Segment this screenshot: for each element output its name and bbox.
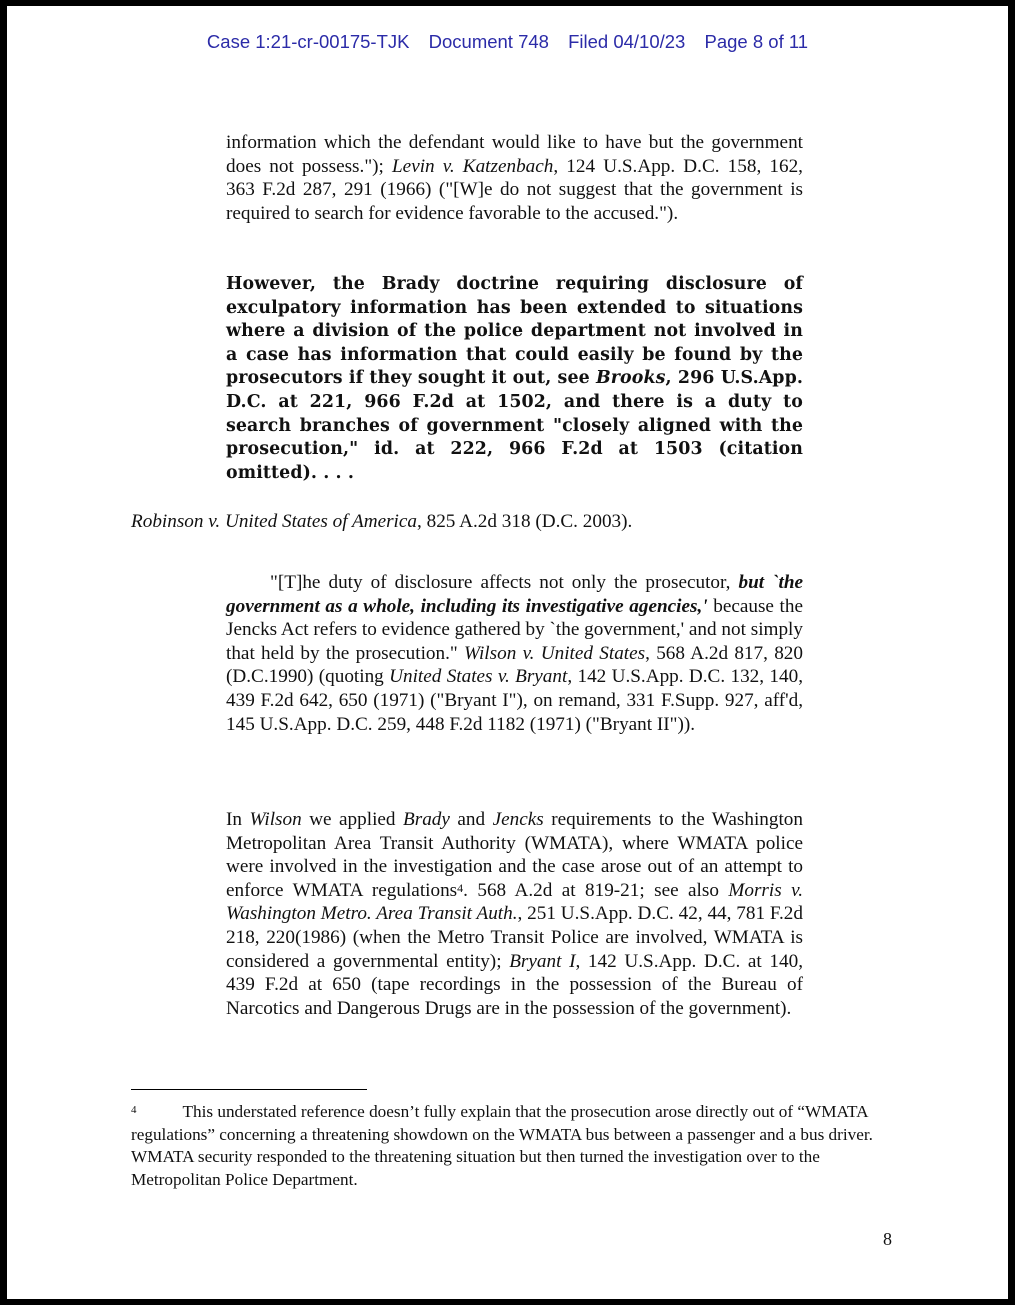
case-name: Levin v. Katzenbach xyxy=(392,155,554,177)
case-name: Robinson v. United States of America xyxy=(131,511,417,532)
text-run: , 251 U.S.App. D.C. 42, 44, 781 F.2d 218, 220(1986) (when the Metro Transit Police are involved, WMATA is considered a governmental entity); xyxy=(226,903,803,972)
quote-paragraph-3 xyxy=(226,571,803,736)
text-run: , 296 U.S.App. D.C. at 221, 966 F.2d at 1502, and there is a duty to search branches of government "closely aligned with the prosecution," id. at 222, 966 F.2d at 1503 (citation omitted). . . . xyxy=(226,368,803,483)
bold-quote-paragraph xyxy=(226,273,803,485)
text-run: , 142 U.S.App. D.C. 132, 140, 439 F.2d 642, 650 (1971) ("Bryant I"), on remand, 331 F.Supp. 927, aff'd, 145 U.S.App. D.C. 259, 448 F.2d 1182 (1971) ("Bryant II")). xyxy=(226,666,803,735)
quote-paragraph-1 xyxy=(226,131,803,225)
filed-date: Filed 04/10/23 xyxy=(568,31,686,52)
text-run: information which the defendant would like to have but the government does not possess."); xyxy=(226,132,803,177)
text-run: , 124 U.S.App. D.C. 158, 162, 363 F.2d 287, 291 (1966) ("[W]e do not suggest that the government is required to search for evidence favorable to the accused."). xyxy=(226,155,803,224)
page-indicator: Page 8 of 11 xyxy=(704,31,809,52)
text-run: requirements to the Washington Metropolitan Area Transit Authority (WMATA), where WMATA police were involved in the investigation and the case arose out of an attempt to enforce WMATA regulations xyxy=(226,809,803,901)
case-name: Brooks xyxy=(596,368,666,389)
text-run: "[T]he duty of disclosure affects not only the prosecutor, xyxy=(270,572,739,593)
text-run: because the Jencks Act refers to evidence gathered by `the government,' and not simply that held by the prosecution." xyxy=(226,595,803,664)
case-name: Jencks xyxy=(492,809,544,830)
page-number: 8 xyxy=(883,1229,892,1249)
case-header xyxy=(7,31,1008,53)
text-run: , 568 A.2d 817, 820 (D.C.1990) (quoting xyxy=(226,642,803,688)
text-run: In xyxy=(226,809,250,830)
case-name: Wilson v. United States xyxy=(464,642,646,664)
text-run: . 568 A.2d at 819-21; see also xyxy=(463,879,729,901)
case-name: United States v. Bryant xyxy=(389,666,568,688)
case-name: Wilson xyxy=(249,809,302,830)
robinson-citation xyxy=(131,510,632,534)
footnote-number: 4 xyxy=(131,1104,137,1116)
case-name: Morris v. Washington Metro. Area Transit Auth. xyxy=(226,879,803,925)
case-name: Bryant I xyxy=(509,950,576,972)
footnote-text: This understated reference doesn’t fully explain that the prosecution arose directly out of “WMATA regulations” concerning a threatening showdown on the WMATA bus between a passenger and a bus driver. WMATA security responded to the threatening situation but then turned the investigation over to the Metropolitan Police Department. xyxy=(131,1102,873,1190)
text-run: and xyxy=(449,809,493,830)
text-run: , 825 A.2d 318 (D.C. 2003). xyxy=(417,511,633,532)
case-name: Brady xyxy=(403,809,450,830)
text-run: we applied xyxy=(301,809,403,830)
text-run: , 142 U.S.App. D.C. at 140, 439 F.2d at 650 (tape recordings in the possession of the Bureau of Narcotics and Dangerous Drugs are in the possession of the government). xyxy=(226,950,803,1019)
case-number: Case 1:21-cr-00175-TJK xyxy=(206,31,410,52)
text-run: However, the Brady doctrine requiring disclosure of exculpatory information has been extended to situations where a division of the police department not involved in a case has information that could easily be found by the prosecutors if they sought it out, see xyxy=(226,274,803,389)
footnote-divider xyxy=(131,1089,367,1090)
document-number: Document 748 xyxy=(428,31,549,52)
emphasis-text: but `the government as a whole, including its investigative agencies,' xyxy=(226,572,804,617)
footnote-reference[interactable]: 4 xyxy=(457,880,464,895)
quote-paragraph-4 xyxy=(226,808,803,1020)
footnote xyxy=(131,1101,901,1192)
